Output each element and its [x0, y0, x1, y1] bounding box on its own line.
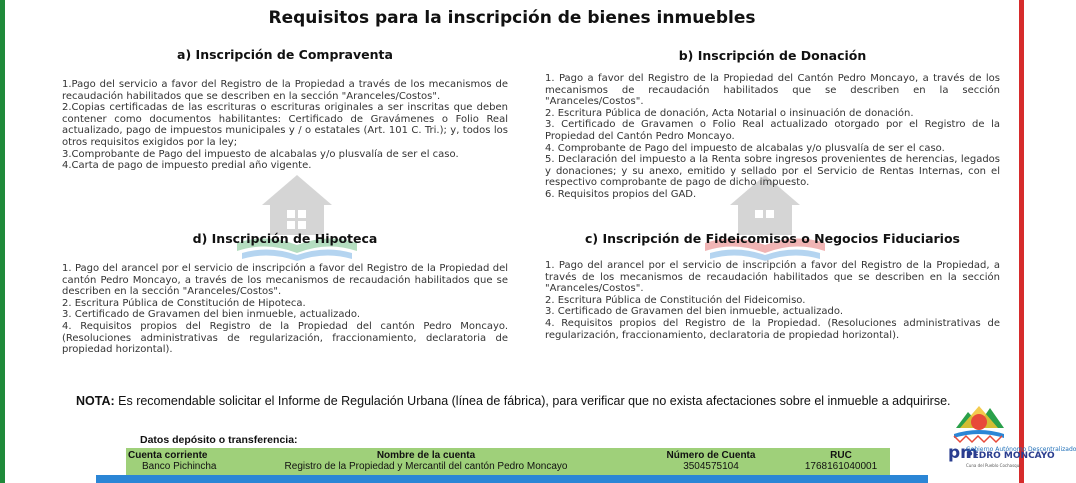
right-accent-bar	[1019, 0, 1024, 483]
list-item: 3. Certificado de Gravamen o Folio Real actualizado otorgado por el Registro de la Propiedad del Cantón Pedro Moncayo.	[545, 119, 1000, 142]
table-header-cell: Cuenta corriente	[128, 450, 208, 461]
section-hipoteca	[62, 231, 508, 356]
table-cell: Registro de la Propiedad y Mercantil del cantón Pedro Moncayo	[284, 461, 568, 472]
page-title: Requisitos para la inscripción de bienes inmuebles	[268, 8, 756, 28]
logo-initials: pm	[948, 443, 978, 463]
note	[76, 394, 966, 408]
section-heading: d) Inscripción de Hipoteca	[192, 231, 378, 246]
deposit-title: Datos depósito o transferencia:	[140, 434, 298, 446]
section-heading: a) Inscripción de Compraventa	[177, 47, 393, 62]
logo-line-1: Gobierno Autónomo Descentralizado	[966, 446, 1076, 453]
list-item: 1. Pago a favor del Registro de la Propiedad del Cantón Pedro Moncayo, a través de los mecanismos de recaudación habilitados que se describen en la sección "Aranceles/Costos".	[545, 73, 1000, 108]
section-heading: c) Inscripción de Fideicomisos o Negocios Fiduciarios	[584, 231, 960, 246]
section-donacion	[545, 48, 1000, 201]
table-cell: Banco Pichincha	[142, 461, 217, 472]
deposit-table	[126, 448, 890, 475]
list-item: 3. Certificado de Gravamen del bien inmueble, actualizado.	[62, 309, 361, 321]
table-header-cell: Número de Cuenta	[666, 450, 756, 461]
section-body	[545, 73, 1000, 201]
section-body	[545, 260, 1000, 341]
list-item: 4. Requisitos propios del Registro de la Propiedad del cantón Pedro Moncayo. (Resoluciones administrativas de regularización, fraccionamiento, declaratoria de propiedad horizontal).	[62, 320, 508, 356]
logo-name: PEDRO MONCAYO	[966, 451, 1055, 461]
list-item: 5. Declaración del impuesto a la Renta sobre ingresos provenientes de herencias, legados y donaciones; y su anexo, emitido y sellado por el Servicio de Rentas Internas, con el respectivo comprobante de pago de dicho impuesto.	[545, 154, 1000, 189]
note-label: NOTA:	[76, 394, 115, 408]
section-body	[62, 263, 508, 356]
list-item: 1. Pago del arancel por el servicio de inscripción a favor del Registro de la Propiedad, a través de los mecanismos de recaudación habilitados que se describen en la sección "Aranceles/Costos".	[545, 260, 1000, 295]
list-item: 3. Certificado de Gravamen del bien inmueble, actualizado.	[545, 306, 844, 318]
section-compraventa	[62, 47, 508, 172]
table-header-cell: Nombre de la cuenta	[376, 450, 476, 461]
table-header-cell: RUC	[830, 450, 852, 461]
note-text: Es recomendable solicitar el Informe de Regulación Urbana (línea de fábrica), para verificar que no exista afectaciones sobre el inmueble a adquirirse.	[114, 394, 951, 408]
list-item: 3.Comprobante de Pago del impuesto de alcabalas y/o plusvalía de ser el caso.	[62, 148, 459, 160]
list-item: 1.Pago del servicio a favor del Registro de la Propiedad a través de los mecanismos de recaudación habilitados que se describen en la sección "Aranceles/Costos".	[62, 79, 508, 102]
list-item: 2. Escritura Pública de donación, Acta Notarial o insinuación de donación.	[545, 107, 914, 119]
table-row	[126, 461, 890, 473]
table-cell: 1768161040001	[804, 461, 878, 472]
table-cell: 3504575104	[683, 461, 739, 472]
section-fideicomisos	[545, 231, 1000, 341]
list-item: 2. Escritura Pública de Constitución del Fideicomiso.	[545, 294, 806, 306]
list-item: 6. Requisitos propios del GAD.	[545, 188, 697, 200]
list-item: 4. Requisitos propios del Registro de la Propiedad. (Resoluciones administrativas de regularización, fraccionamiento, declaratoria de propiedad horizontal).	[545, 317, 1000, 341]
list-item: 4.Carta de pago de impuesto predial año vigente.	[62, 160, 312, 172]
bottom-accent-bar	[96, 475, 928, 483]
logo-tagline: Cuna del Pueblo Cochasquí	[966, 463, 1021, 468]
list-item: 2. Escritura Pública de Constitución de Hipoteca.	[62, 297, 306, 309]
section-body	[62, 79, 508, 172]
left-accent-bar	[0, 0, 5, 483]
list-item: 2.Copias certificadas de las escrituras o escrituras originales a ser inscritas que deben contener como documentos habilitantes: Certificado de Gravámenes o Folio Real actualizado, pago de impuestos municipales y / o estatales (Art. 101 C. Tri.); y, todos los otros requisitos exigidos por la ley;	[62, 102, 508, 148]
section-heading: b) Inscripción de Donación	[678, 48, 867, 63]
list-item: 1. Pago del arancel por el servicio de inscripción a favor del Registro de la Propiedad del cantón Pedro Moncayo, a través de los mecanismos de recaudación habilitados que se describen en la sección "Aranceles/Costos".	[62, 263, 508, 298]
list-item: 4. Comprobante de Pago del impuesto de alcabalas y/o plusvalía de ser el caso.	[545, 142, 945, 154]
